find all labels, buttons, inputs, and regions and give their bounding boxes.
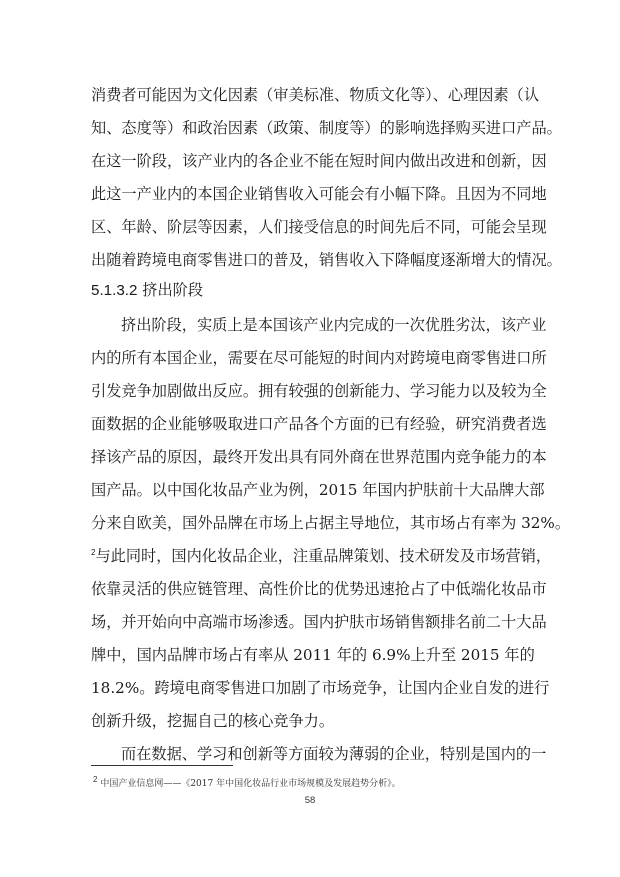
footnote-reference[interactable]: 2 <box>91 547 96 557</box>
text-line: 在这一阶段，该产业内的各企业不能在短时间内做出改进和创新，因 <box>91 152 547 170</box>
text-line: 国产品。以中国化妆品产业为例，2015 年国内护肤前十大品牌大部 <box>91 481 545 499</box>
text-line: 18.2%。跨境电商零售进口加剧了市场竞争，让国内企业自发的进行 <box>91 679 550 697</box>
footnote-text: 中国产业信息网——《2017 年中国化妆品行业市场规模及发展趋势分析》。 <box>100 779 401 789</box>
text-line: 创新升级，挖掘自己的核心竞争力。 <box>91 712 334 730</box>
page-number: 58 <box>304 795 316 806</box>
text-line: 区、年龄、阶层等因素，人们接受信息的时间先后不同，可能会呈现 <box>91 218 547 236</box>
text-line: 知、态度等）和政治因素（政策、制度等）的影响选择购买进口产品。 <box>91 119 562 137</box>
text-line: 择该产品的原因，最终开发出具有同外商在世界范围内竞争能力的本 <box>91 448 547 466</box>
section-number: 5.1.3.2 <box>91 282 138 299</box>
text-line: 挤出阶段，实质上是本国该产业内完成的一次优胜劣汰，该产业 <box>121 316 547 334</box>
section-title: 挤出阶段 <box>142 281 204 299</box>
text-line: 分来自欧美，国外品牌在市场上占据主导地位，其市场占有率为 32%。 <box>91 514 571 532</box>
text-line: 引发竞争加剧做出反应。拥有较强的创新能力、学习能力以及较为全 <box>91 382 547 400</box>
text-line: 消费者可能因为文化因素（审美标准、物质文化等）、心理因素（认 <box>91 86 540 104</box>
text-line: 依靠灵活的供应链管理、高性价比的优势迅速抢占了中低端化妆品市 <box>91 580 547 598</box>
footnote-marker: 2 <box>93 775 98 784</box>
text-line: 而在数据、学习和创新等方面较为薄弱的企业，特别是国内的一 <box>121 745 547 763</box>
text-line: 出随着跨境电商零售进口的普及，销售收入下降幅度逐渐增大的情况。 <box>91 251 562 269</box>
text-line: 场，并开始向中高端市场渗透。国内护肤市场销售额排名前二十大品 <box>91 613 547 631</box>
text-line-content: 与此同时，国内化妆品企业，注重品牌策划、技术研发及市场营销， <box>95 547 552 565</box>
text-line: 此这一产业内的本国企业销售收入可能会有小幅下降。且因为不同地 <box>91 185 547 203</box>
footnote-separator <box>91 765 233 766</box>
text-line: 牌中，国内品牌市场占有率从 2011 年的 6.9%上升至 2015 年的 <box>91 646 535 664</box>
footnote <box>93 775 401 790</box>
section-heading <box>91 279 203 302</box>
text-line: 内的所有本国企业，需要在尽可能短的时间内对跨境电商零售进口所 <box>91 349 547 367</box>
text-line: 面数据的企业能够吸取进口产品各个方面的已有经验，研究消费者选 <box>91 415 547 433</box>
text-line-with-footnote <box>91 545 552 567</box>
